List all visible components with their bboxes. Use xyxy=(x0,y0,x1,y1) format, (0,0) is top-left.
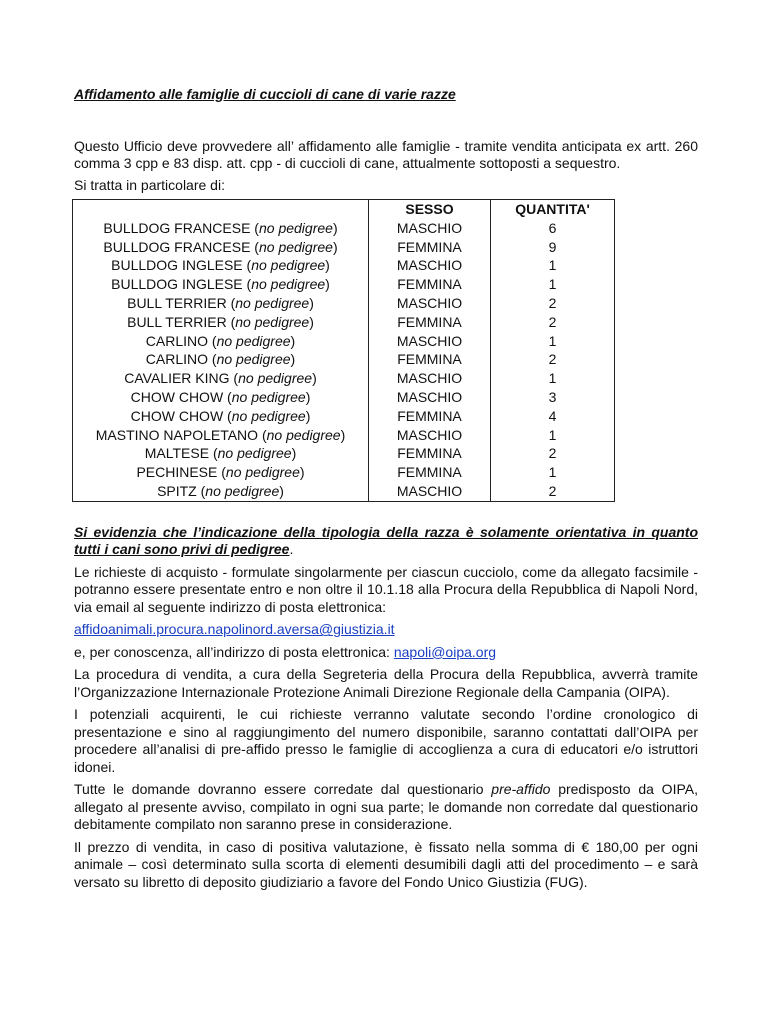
no-pedigree-note: no pedigree xyxy=(217,445,292,462)
breed-name: MALTESE xyxy=(144,445,210,462)
breed-cell: BULLDOG FRANCESE (no pedigree) xyxy=(73,219,369,238)
no-pedigree-note: no pedigree xyxy=(238,370,313,387)
table-row xyxy=(73,369,615,388)
notice-period: . xyxy=(289,541,294,558)
table-row xyxy=(73,313,615,332)
sex-cell: MASCHIO xyxy=(369,294,491,313)
breed-cell: CHOW CHOW (no pedigree) xyxy=(73,407,369,426)
table-row xyxy=(73,275,615,294)
no-pedigree-note: no pedigree xyxy=(251,276,326,293)
no-pedigree-note: no pedigree xyxy=(235,294,310,311)
breed-cell: CAVALIER KING (no pedigree) xyxy=(73,369,369,388)
table-row xyxy=(73,332,615,351)
price-paragraph: Il prezzo di vendita, in caso di positiva valutazione, è fissato nella somma di € 180,00 per ogni animale – così determinato sulla scorta di elementi desumibili dagli atti del procedimento – e sarà versato su libretto di deposito giudiziario a favore del Fondo Unico Giustizia (FUG). xyxy=(74,838,698,890)
table-row xyxy=(73,426,615,445)
no-pedigree-note: no pedigree xyxy=(258,219,333,236)
breed-cell: CARLINO (no pedigree) xyxy=(73,332,369,351)
breed-cell: BULL TERRIER (no pedigree) xyxy=(73,313,369,332)
sex-cell: MASCHIO xyxy=(369,256,491,275)
table-row xyxy=(73,294,615,313)
breed-cell: CHOW CHOW (no pedigree) xyxy=(73,388,369,407)
sex-cell: FEMMINA xyxy=(369,444,491,463)
breed-name: PECHINESE xyxy=(136,464,218,481)
table-row xyxy=(73,219,615,238)
breed-name: BULL TERRIER xyxy=(127,313,227,330)
sex-cell: FEMMINA xyxy=(369,463,491,482)
no-pedigree-note: no pedigree xyxy=(251,257,326,274)
no-pedigree-note: no pedigree xyxy=(225,464,300,481)
document-body xyxy=(74,86,698,891)
quantity-cell: 4 xyxy=(491,407,615,426)
sex-cell: FEMMINA xyxy=(369,350,491,369)
questionnaire-text-em: pre-affido xyxy=(491,781,551,798)
breed-cell: CARLINO (no pedigree) xyxy=(73,350,369,369)
table-row xyxy=(73,463,615,482)
table-header-row xyxy=(73,200,615,219)
breed-name: CHOW CHOW xyxy=(130,407,224,424)
breed-cell: BULL TERRIER (no pedigree) xyxy=(73,294,369,313)
breed-name: CAVALIER KING xyxy=(124,370,230,387)
table-row xyxy=(73,256,615,275)
table-lead-text: Si tratta in particolare di: xyxy=(74,176,225,193)
questionnaire-text-a: Tutte le domande dovranno essere corredate dal questionario xyxy=(74,781,492,798)
sex-cell: MASCHIO xyxy=(369,426,491,445)
table-row xyxy=(73,482,615,501)
requests-paragraph: Le richieste di acquisto - formulate singolarmente per ciascun cucciolo, come da allegato facsimile - potranno essere presentate entro e non oltre il 10.1.18 alla Procura della Repubblica di Napoli Nord, via email al seguente indirizzo di posta elettronica: xyxy=(74,563,698,615)
sex-cell: MASCHIO xyxy=(369,219,491,238)
email-procura-link[interactable]: affidoanimali.procura.napolinord.aversa@giustizia.it xyxy=(74,621,395,638)
breed-name: CHOW CHOW xyxy=(130,388,224,405)
header-sex: SESSO xyxy=(369,200,491,219)
breed-name: MASTINO NAPOLETANO xyxy=(95,426,259,443)
cc-text: e, per conoscenza, all’indirizzo di posta elettronica: xyxy=(74,643,394,660)
no-pedigree-note: no pedigree xyxy=(258,238,333,255)
procedure-paragraph: La procedura di vendita, a cura della Segreteria della Procura della Repubblica, avverrà tramite l’Organizzazione Internazionale Protezione Animali Direzione Regionale della Campania (OIPA). xyxy=(74,666,698,700)
breed-name: CARLINO xyxy=(145,332,209,349)
no-pedigree-note: no pedigree xyxy=(231,407,306,424)
breed-cell: MALTESE (no pedigree) xyxy=(73,444,369,463)
breed-name: BULLDOG FRANCESE xyxy=(103,238,251,255)
breed-name: BULLDOG INGLESE xyxy=(111,257,243,274)
breed-name: CARLINO xyxy=(145,351,209,368)
breeds-table xyxy=(72,199,615,502)
breed-cell: SPITZ (no pedigree) xyxy=(73,482,369,501)
breed-cell: BULLDOG FRANCESE (no pedigree) xyxy=(73,238,369,257)
sex-cell: MASCHIO xyxy=(369,332,491,351)
table-row xyxy=(73,238,615,257)
header-breed xyxy=(73,200,369,219)
table-row xyxy=(73,388,615,407)
breed-name: SPITZ xyxy=(157,482,197,499)
buyers-paragraph: I potenziali acquirenti, le cui richieste verranno valutate secondo l’ordine cronologico di presentazione e sino al raggiungimento del numero disponibile, saranno contattati dall’OIPA per procedere all’analisi di pre-affido presso le famiglie di accoglienza a cura di educatori e/o istruttori idonei. xyxy=(74,706,698,775)
notice-text: Si evidenzia che l’indicazione della tipologia della razza è solamente orientativa in quanto tutti i cani sono privi di pedigree xyxy=(74,523,698,558)
quantity-cell: 2 xyxy=(491,350,615,369)
breed-cell: BULLDOG INGLESE (no pedigree) xyxy=(73,256,369,275)
quantity-cell: 2 xyxy=(491,444,615,463)
quantity-cell: 2 xyxy=(491,313,615,332)
breed-cell: BULLDOG INGLESE (no pedigree) xyxy=(73,275,369,294)
no-pedigree-note: no pedigree xyxy=(266,426,341,443)
document-title: Affidamento alle famiglie di cuccioli di cane di varie razze xyxy=(74,86,456,102)
quantity-cell: 2 xyxy=(491,294,615,313)
email-procura-line xyxy=(74,621,698,639)
breed-name: BULLDOG FRANCESE xyxy=(103,219,251,236)
sex-cell: MASCHIO xyxy=(369,482,491,501)
quantity-cell: 3 xyxy=(491,388,615,407)
intro-paragraph: Questo Ufficio deve provvedere all’ affidamento alle famiglie - tramite vendita anticipata ex artt. 260 comma 3 cpp e 83 disp. att. cpp - di cuccioli di cane, attualmente sottoposti a sequestro. xyxy=(74,137,698,171)
quantity-cell: 9 xyxy=(491,238,615,257)
no-pedigree-note: no pedigree xyxy=(235,313,310,330)
table-row xyxy=(73,407,615,426)
sex-cell: MASCHIO xyxy=(369,369,491,388)
email-oipa-link[interactable]: napoli@oipa.org xyxy=(393,643,497,660)
quantity-cell: 1 xyxy=(491,369,615,388)
table-row xyxy=(73,350,615,369)
sex-cell: FEMMINA xyxy=(369,238,491,257)
quantity-cell: 6 xyxy=(491,219,615,238)
sex-cell: MASCHIO xyxy=(369,388,491,407)
notice-paragraph xyxy=(74,524,698,559)
sex-cell: FEMMINA xyxy=(369,407,491,426)
quantity-cell: 1 xyxy=(491,256,615,275)
breed-cell: PECHINESE (no pedigree) xyxy=(73,463,369,482)
table-row xyxy=(73,444,615,463)
sex-cell: FEMMINA xyxy=(369,275,491,294)
quantity-cell: 2 xyxy=(491,482,615,501)
quantity-cell: 1 xyxy=(491,275,615,294)
quantity-cell: 1 xyxy=(491,463,615,482)
no-pedigree-note: no pedigree xyxy=(216,351,291,368)
breed-name: BULLDOG INGLESE xyxy=(111,276,243,293)
header-quantity: QUANTITA' xyxy=(491,200,615,219)
breed-cell: MASTINO NAPOLETANO (no pedigree) xyxy=(73,426,369,445)
cc-paragraph xyxy=(74,644,698,662)
quantity-cell: 1 xyxy=(491,426,615,445)
quantity-cell: 1 xyxy=(491,332,615,351)
questionnaire-paragraph xyxy=(74,781,698,834)
no-pedigree-note: no pedigree xyxy=(231,388,306,405)
no-pedigree-note: no pedigree xyxy=(205,482,280,499)
breed-name: BULL TERRIER xyxy=(127,294,227,311)
no-pedigree-note: no pedigree xyxy=(216,332,291,349)
sex-cell: FEMMINA xyxy=(369,313,491,332)
questionnaire-text-b: predisposto da OIPA, allegato al presente avviso, compilato in ogni sua parte; le domande non corredate dal questionario debitamente compilato non saranno prese in considerazione. xyxy=(74,781,698,833)
